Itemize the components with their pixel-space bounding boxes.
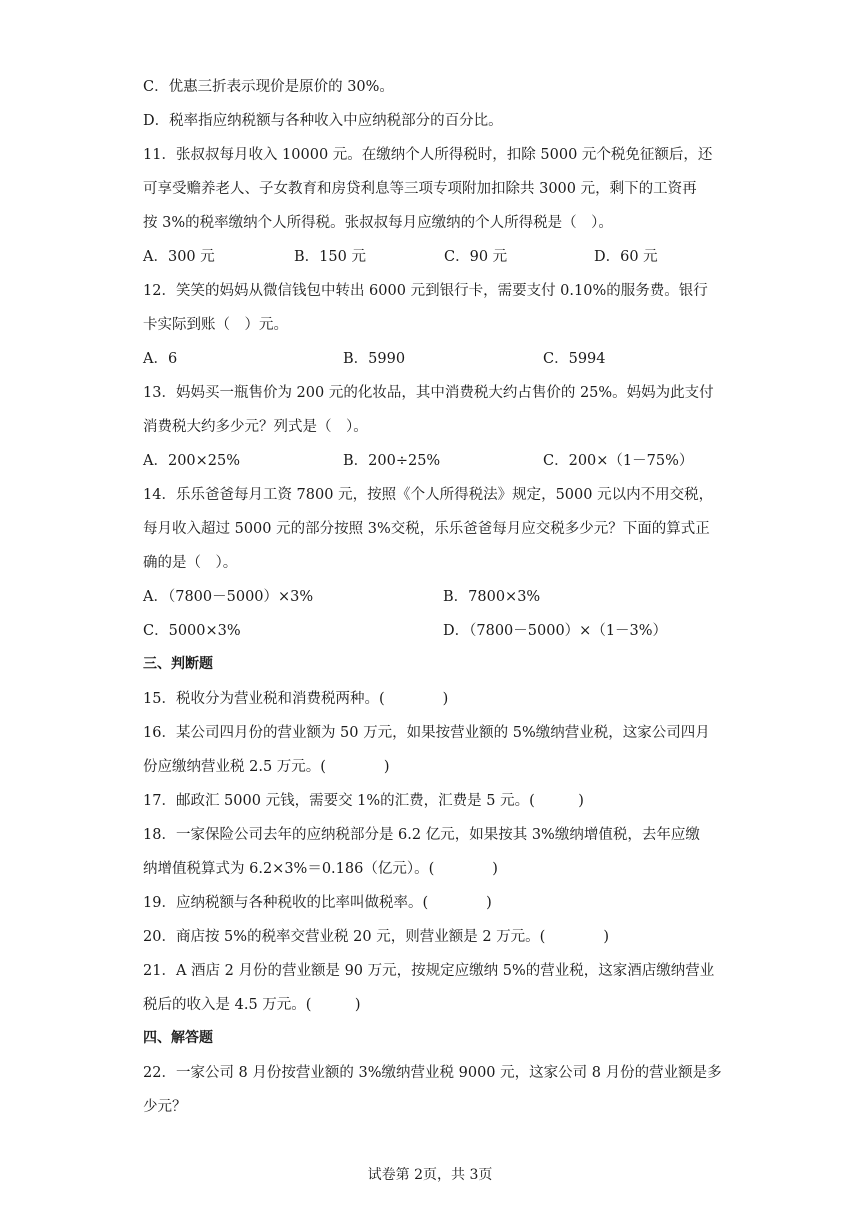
q13-text-line1: 13．妈妈买一瓶售价为 200 元的化妆品，其中消费税大约占售价的 25%。妈妈为此支付 xyxy=(143,385,714,401)
q13-option-a: A．200×25% xyxy=(143,453,241,469)
q11-text-line3: 按 3%的税率缴纳个人所得税。张叔叔每月应缴纳的个人所得税是（ ）。 xyxy=(143,215,613,231)
q21-text-line1: 21．A 酒店 2 月份的营业额是 90 万元，按规定应缴纳 5%的营业税，这家酒店缴纳营业 xyxy=(143,963,715,979)
q22-text-line1: 22．一家公司 8 月份按营业额的 3%缴纳营业税 9000 元，这家公司 8 月份的营业额是多 xyxy=(143,1065,722,1081)
q13-option-c: C．200×（1－75%） xyxy=(543,453,694,469)
section-heading-solution: 四、解答题 xyxy=(143,1030,213,1046)
q12-option-b: B．5990 xyxy=(343,351,406,367)
q14-text-line3: 确的是（ ）。 xyxy=(143,555,238,571)
q17-text: 17．邮政汇 5000 元钱，需要交 1%的汇费，汇费是 5 元。( ) xyxy=(143,793,584,809)
q10-option-d: D．税率指应纳税额与各种收入中应纳税部分的百分比。 xyxy=(143,113,503,129)
q16-text-line1: 16．某公司四月份的营业额为 50 万元，如果按营业额的 5%缴纳营业税，这家公司四月 xyxy=(143,725,710,741)
q12-text-line2: 卡实际到账（ ）元。 xyxy=(143,317,288,333)
q16-text-line2: 份应缴纳营业税 2.5 万元。( ) xyxy=(143,759,390,775)
q11-option-c: C．90 元 xyxy=(444,249,508,265)
q11-option-b: B．150 元 xyxy=(294,249,366,265)
q11-text-line1: 11．张叔叔每月收入 10000 元。在缴纳个人所得税时，扣除 5000 元个税免征额后，还 xyxy=(143,147,713,163)
q14-option-b: B．7800×3% xyxy=(443,589,541,605)
q18-text-line1: 18．一家保险公司去年的应纳税部分是 6.2 亿元，如果按其 3%缴纳增值税，去年应缴 xyxy=(143,827,700,843)
q12-option-a: A．6 xyxy=(143,351,178,367)
q15-text: 15．税收分为营业税和消费税两种。( ) xyxy=(143,691,449,707)
q11-option-a: A．300 元 xyxy=(143,249,215,265)
q10-option-c: C．优惠三折表示现价是原价的 30%。 xyxy=(143,79,394,95)
q14-text-line1: 14．乐乐爸爸每月工资 7800 元，按照《个人所得税法》规定，5000 元以内不用交税， xyxy=(143,487,714,503)
q14-option-a: A．（7800－5000）×3% xyxy=(143,589,314,605)
page-footer: 试卷第 2页，共 3页 xyxy=(367,1167,493,1183)
q19-text: 19．应纳税额与各种税收的比率叫做税率。( ) xyxy=(143,895,492,911)
q20-text: 20．商店按 5%的税率交营业税 20 元，则营业额是 2 万元。( ) xyxy=(143,929,609,945)
q21-text-line2: 税后的收入是 4.5 万元。( ) xyxy=(143,997,361,1013)
q14-option-d: D．（7800－5000）×（1－3%） xyxy=(443,623,668,639)
q22-text-line2: 少元？ xyxy=(143,1099,187,1115)
q12-option-c: C．5994 xyxy=(543,351,606,367)
section-heading-judgement: 三、判断题 xyxy=(143,656,213,672)
q14-option-c: C．5000×3% xyxy=(143,623,241,639)
q11-text-line2: 可享受赡养老人、子女教育和房贷利息等三项专项附加扣除共 3000 元，剩下的工资再 xyxy=(143,181,697,197)
q11-option-d: D．60 元 xyxy=(594,249,658,265)
q13-option-b: B．200÷25% xyxy=(343,453,441,469)
q18-text-line2: 纳增值税算式为 6.2×3%＝0.186（亿元）。( ) xyxy=(143,861,498,877)
q12-text-line1: 12．笑笑的妈妈从微信钱包中转出 6000 元到银行卡，需要支付 0.10%的服务费。银行 xyxy=(143,283,708,299)
q13-text-line2: 消费税大约多少元？列式是（ ）。 xyxy=(143,419,368,435)
q14-text-line2: 每月收入超过 5000 元的部分按照 3%交税，乐乐爸爸每月应交税多少元？下面的算式正 xyxy=(143,521,710,537)
